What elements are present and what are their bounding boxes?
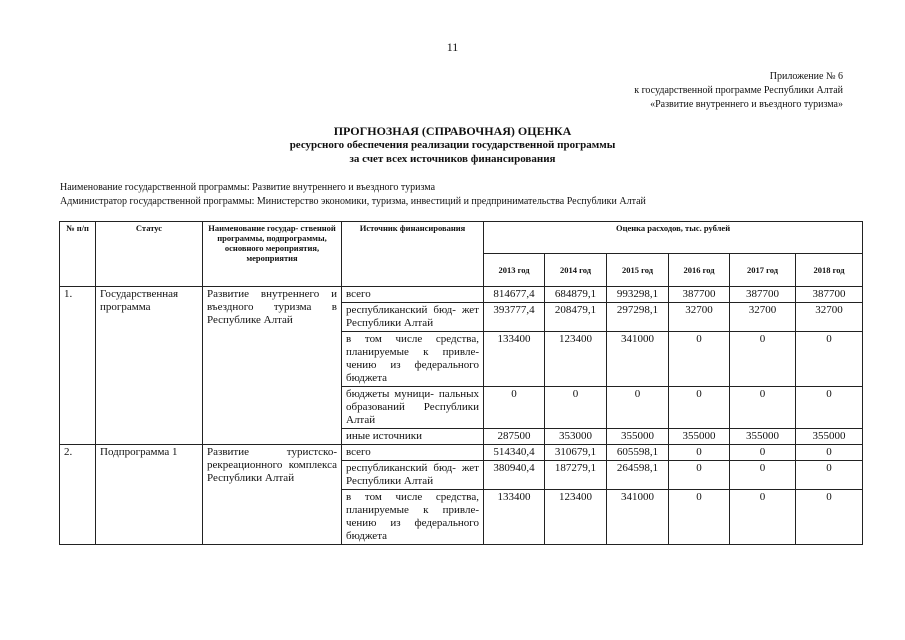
program-name-line: Наименование государственной программы: Развитие внутреннего и въездного туризма <box>60 182 436 193</box>
expense-value: 353000 <box>545 429 607 445</box>
row-status: Государственная программа <box>96 287 203 445</box>
expense-value: 387700 <box>730 287 796 303</box>
funding-source: республиканский бюд- жет Республики Алтай <box>342 303 484 332</box>
funding-source: всего <box>342 445 484 461</box>
funding-source: всего <box>342 287 484 303</box>
header-year: 2013 год <box>484 254 545 287</box>
expense-value: 0 <box>669 387 730 429</box>
budget-table-body <box>60 287 863 545</box>
expense-value: 387700 <box>796 287 863 303</box>
title-line: ресурсного обеспечения реализации государственной программы <box>289 139 616 151</box>
program-administrator-line: Администратор государственной программы: Министерство экономики, туризма, инвестиций и предпринимательства Республики Алтай <box>60 196 646 207</box>
expense-value: 355000 <box>796 429 863 445</box>
budget-table <box>59 221 863 545</box>
expense-value: 0 <box>730 490 796 545</box>
title-line: ПРОГНОЗНАЯ (СПРАВОЧНАЯ) ОЦЕНКА <box>333 124 572 138</box>
expense-value: 0 <box>730 387 796 429</box>
funding-source: иные источники <box>342 429 484 445</box>
row-name: Развитие внутреннего и въездного туризма в Республике Алтай <box>203 287 342 445</box>
header-num: № п/п <box>60 222 96 287</box>
appendix-note <box>634 70 843 112</box>
expense-value: 208479,1 <box>545 303 607 332</box>
expense-value: 0 <box>730 445 796 461</box>
funding-source: бюджеты муници- пальных образований Республики Алтай <box>342 387 484 429</box>
expense-value: 287500 <box>484 429 545 445</box>
expense-value: 0 <box>796 461 863 490</box>
table-row <box>60 445 863 461</box>
expense-value: 605598,1 <box>607 445 669 461</box>
row-status: Подпрограмма 1 <box>96 445 203 545</box>
header-year: 2017 год <box>730 254 796 287</box>
expense-value: 993298,1 <box>607 287 669 303</box>
expense-value: 0 <box>484 387 545 429</box>
header-source: Источник финансирования <box>342 222 484 287</box>
expense-value: 123400 <box>545 332 607 387</box>
expense-value: 310679,1 <box>545 445 607 461</box>
expense-value: 123400 <box>545 490 607 545</box>
appendix-line: Приложение № 6 <box>769 71 843 82</box>
header-name: Наименование государ- ственной программы, подпрограммы, основного мероприятия, мероприятия <box>203 222 342 287</box>
expense-value: 355000 <box>669 429 730 445</box>
row-number: 2. <box>60 445 96 545</box>
funding-source: в том числе средства, планируемые к привле- чению из федерального бюджета <box>342 332 484 387</box>
program-info <box>60 181 646 209</box>
expense-value: 0 <box>796 490 863 545</box>
expense-value: 187279,1 <box>545 461 607 490</box>
expense-value: 32700 <box>669 303 730 332</box>
expense-value: 0 <box>730 461 796 490</box>
row-number: 1. <box>60 287 96 445</box>
row-name: Развитие туристско- рекреационного комплекса Республики Алтай <box>203 445 342 545</box>
funding-source: в том числе средства, планируемые к привле- чению из федерального бюджета <box>342 490 484 545</box>
expense-value: 133400 <box>484 490 545 545</box>
expense-value: 32700 <box>730 303 796 332</box>
expense-value: 684879,1 <box>545 287 607 303</box>
table-row <box>60 287 863 303</box>
header-status: Статус <box>96 222 203 287</box>
header-year: 2018 год <box>796 254 863 287</box>
expense-value: 0 <box>607 387 669 429</box>
page-number: 11 <box>446 40 459 54</box>
expense-value: 393777,4 <box>484 303 545 332</box>
expense-value: 0 <box>669 461 730 490</box>
expense-value: 514340,4 <box>484 445 545 461</box>
expense-value: 264598,1 <box>607 461 669 490</box>
document-title <box>0 124 905 166</box>
expense-value: 0 <box>669 332 730 387</box>
expense-value: 297298,1 <box>607 303 669 332</box>
expense-value: 380940,4 <box>484 461 545 490</box>
expense-value: 0 <box>796 445 863 461</box>
expense-value: 0 <box>796 332 863 387</box>
expense-value: 0 <box>545 387 607 429</box>
title-line: за счет всех источников финансирования <box>349 153 556 165</box>
expense-value: 355000 <box>607 429 669 445</box>
funding-source: республиканский бюд- жет Республики Алтай <box>342 461 484 490</box>
expense-value: 32700 <box>796 303 863 332</box>
header-estimate: Оценка расходов, тыс. рублей <box>484 222 863 254</box>
expense-value: 133400 <box>484 332 545 387</box>
appendix-line: к государственной программе Республики Алтай <box>634 85 843 96</box>
expense-value: 0 <box>730 332 796 387</box>
header-year: 2015 год <box>607 254 669 287</box>
expense-value: 387700 <box>669 287 730 303</box>
expense-value: 0 <box>669 490 730 545</box>
expense-value: 0 <box>669 445 730 461</box>
expense-value: 341000 <box>607 490 669 545</box>
header-year: 2014 год <box>545 254 607 287</box>
header-year: 2016 год <box>669 254 730 287</box>
expense-value: 341000 <box>607 332 669 387</box>
expense-value: 0 <box>796 387 863 429</box>
appendix-line: «Развитие внутреннего и въездного туризма» <box>650 99 843 110</box>
expense-value: 814677,4 <box>484 287 545 303</box>
expense-value: 355000 <box>730 429 796 445</box>
